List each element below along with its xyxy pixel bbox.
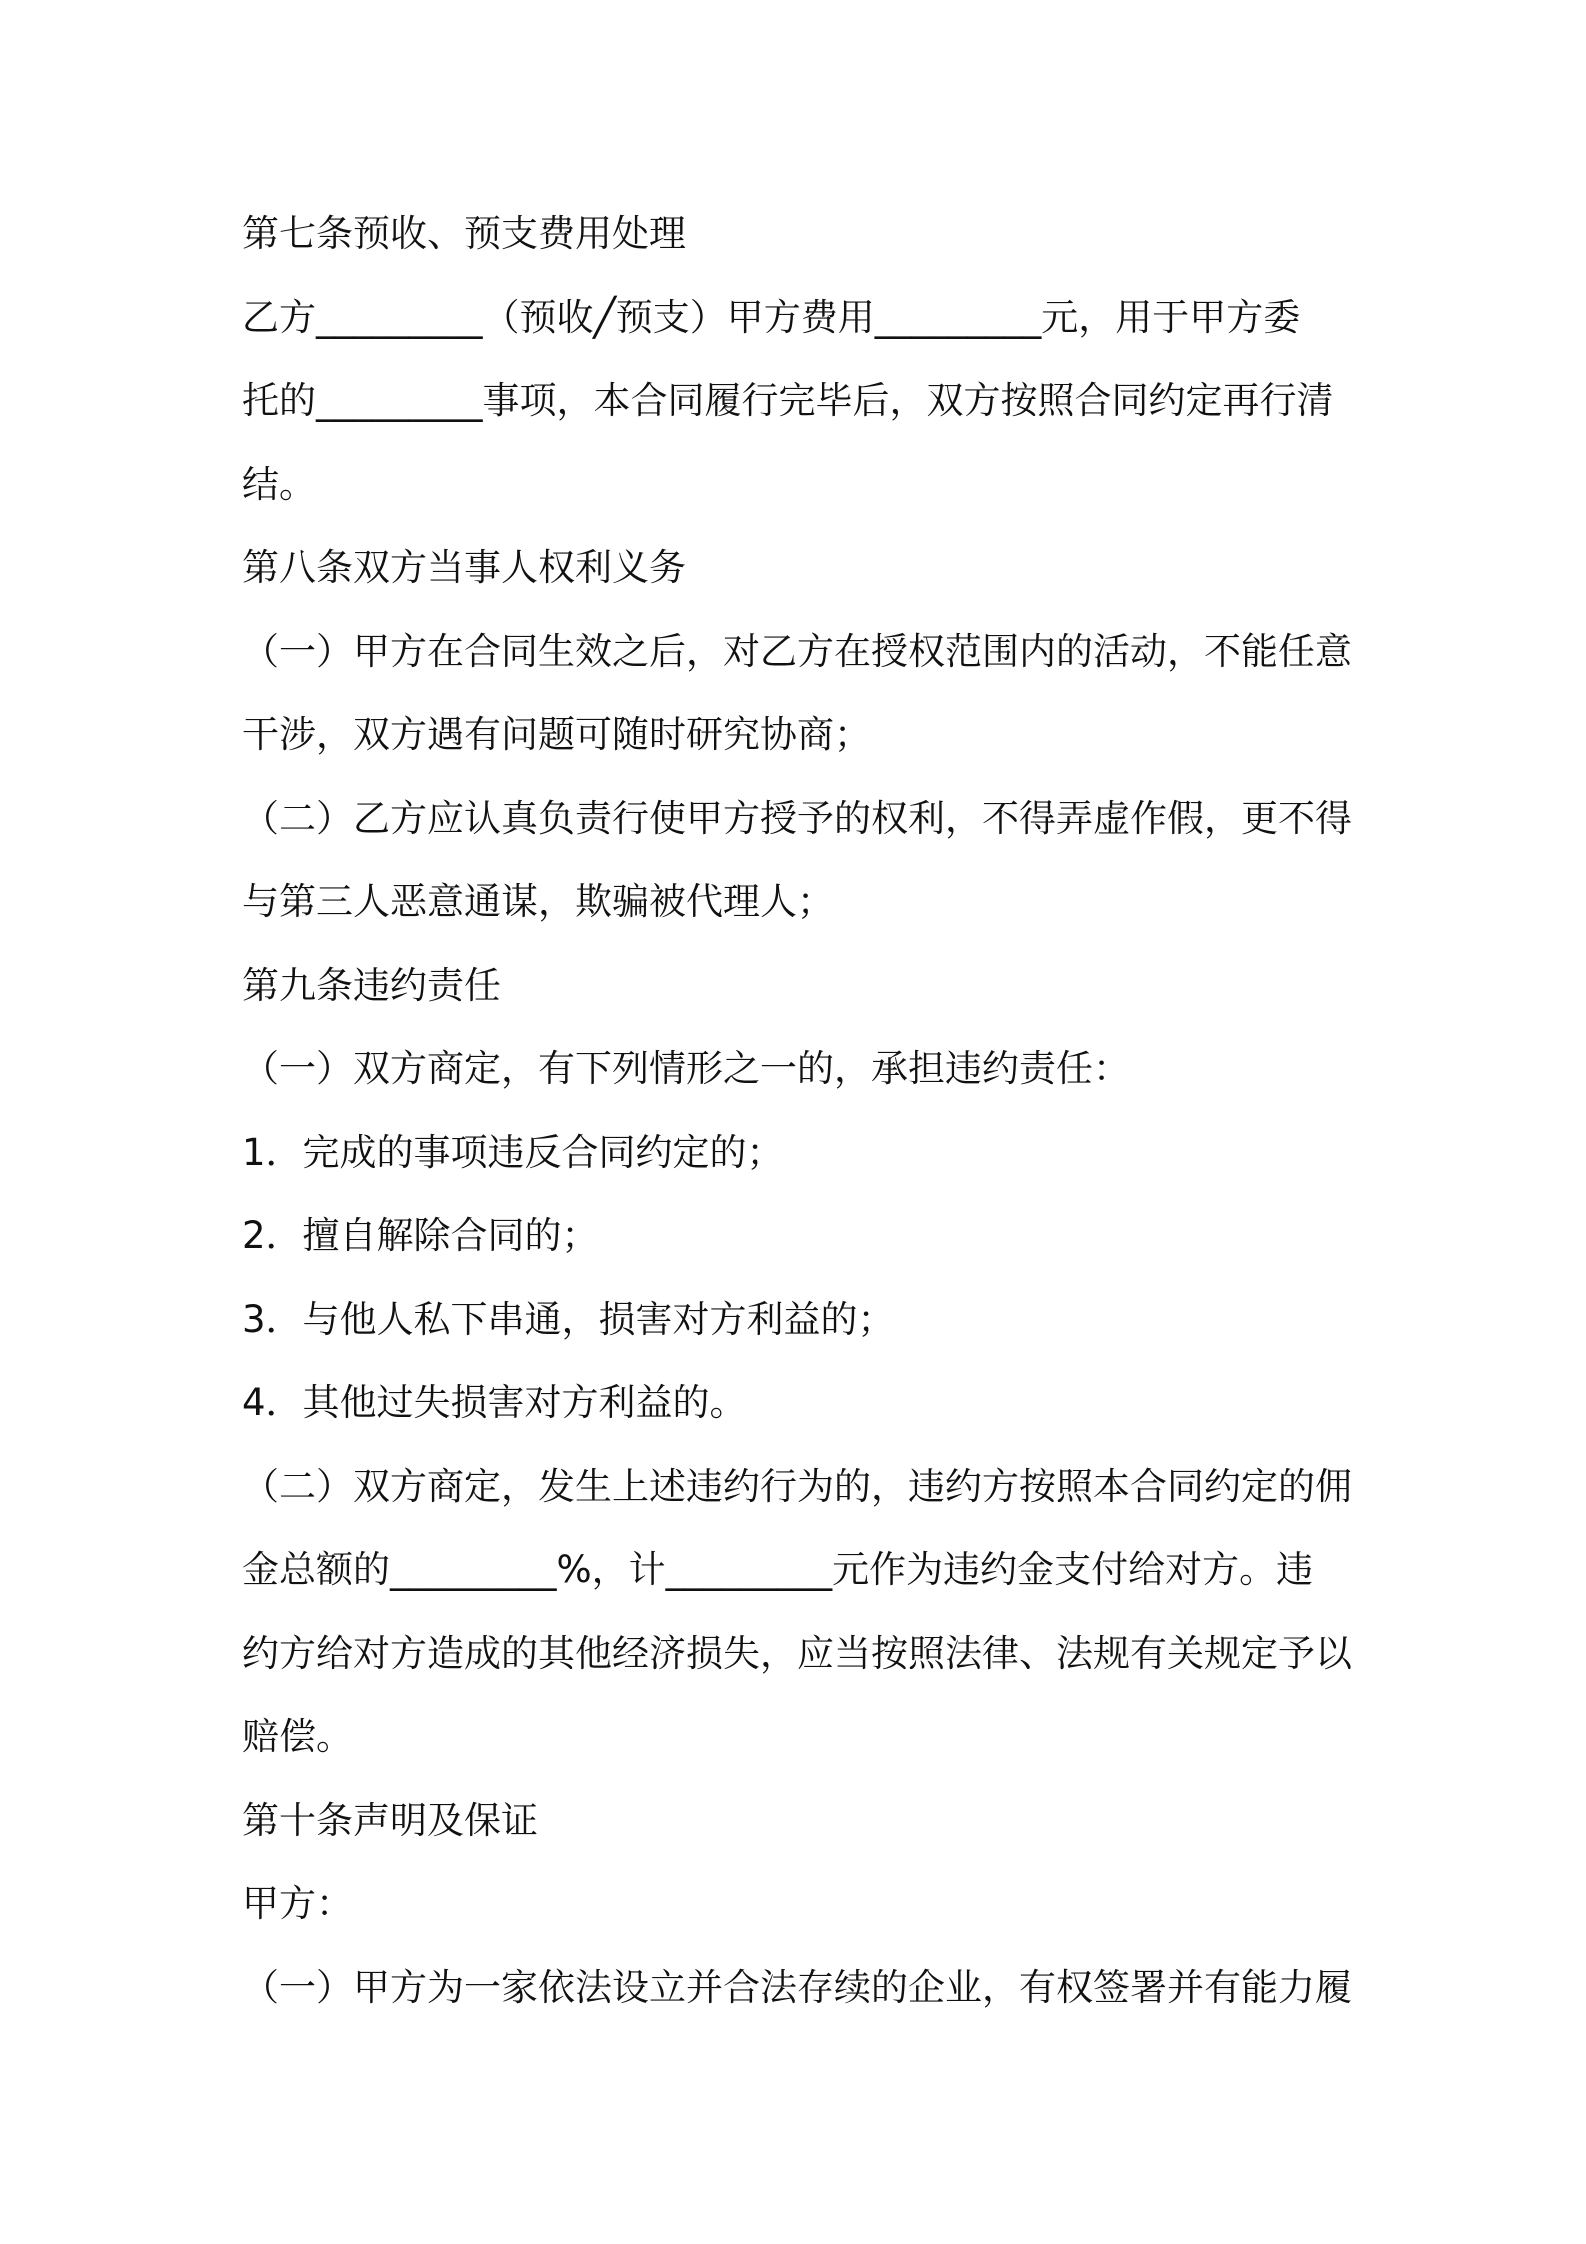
list-item: 1．完成的事项违反合同约定的； xyxy=(242,1130,784,1174)
section-heading-7: 第七条预收、预支费用处理 xyxy=(242,212,686,255)
paragraph-line: （一）双方商定，有下列情形之一的，承担违约责任： xyxy=(242,1047,1130,1090)
paragraph-line: 结。 xyxy=(242,462,316,506)
paragraph-line: 托的_________事项，本合同履行完毕后，双方按照合同约定再行清 xyxy=(242,379,1334,422)
document-body xyxy=(242,192,1362,2029)
paragraph-line: 与第三人恶意通谋，欺骗被代理人； xyxy=(242,880,834,923)
paragraph-line: 甲方： xyxy=(242,1882,353,1925)
paragraph-line: 乙方_________（预收╱预支）甲方费用_________元，用于甲方委 xyxy=(242,295,1301,339)
paragraph-line: 金总额的_________%，计_________元作为违约金支付给对方。违 xyxy=(242,1548,1314,1591)
paragraph-line: 约方给对方造成的其他经济损失，应当按照法律、法规有关规定予以 xyxy=(242,1631,1352,1675)
section-heading-8: 第八条双方当事人权利义务 xyxy=(242,546,686,589)
section-heading-9: 第九条违约责任 xyxy=(242,963,501,1007)
paragraph-line: （二）双方商定，发生上述违约行为的，违约方按照本合同约定的佣 xyxy=(242,1464,1352,1508)
list-item: 4．其他过失损害对方利益的。 xyxy=(242,1381,747,1424)
list-item: 2．擅自解除合同的； xyxy=(242,1214,599,1257)
paragraph-line: （二）乙方应认真负责行使甲方授予的权利，不得弄虚作假，更不得 xyxy=(242,796,1352,840)
paragraph-line: 赔偿。 xyxy=(242,1715,353,1758)
paragraph-line: （一）甲方为一家依法设立并合法存续的企业，有权签署并有能力履 xyxy=(242,1965,1352,2009)
section-heading-10: 第十条声明及保证 xyxy=(242,1798,538,1842)
list-item: 3．与他人私下串通，损害对方利益的； xyxy=(242,1297,895,1341)
paragraph-line: （一）甲方在合同生效之后，对乙方在授权范围内的活动，不能任意 xyxy=(242,629,1352,673)
paragraph-line: 干涉，双方遇有问题可随时研究协商； xyxy=(242,713,871,756)
